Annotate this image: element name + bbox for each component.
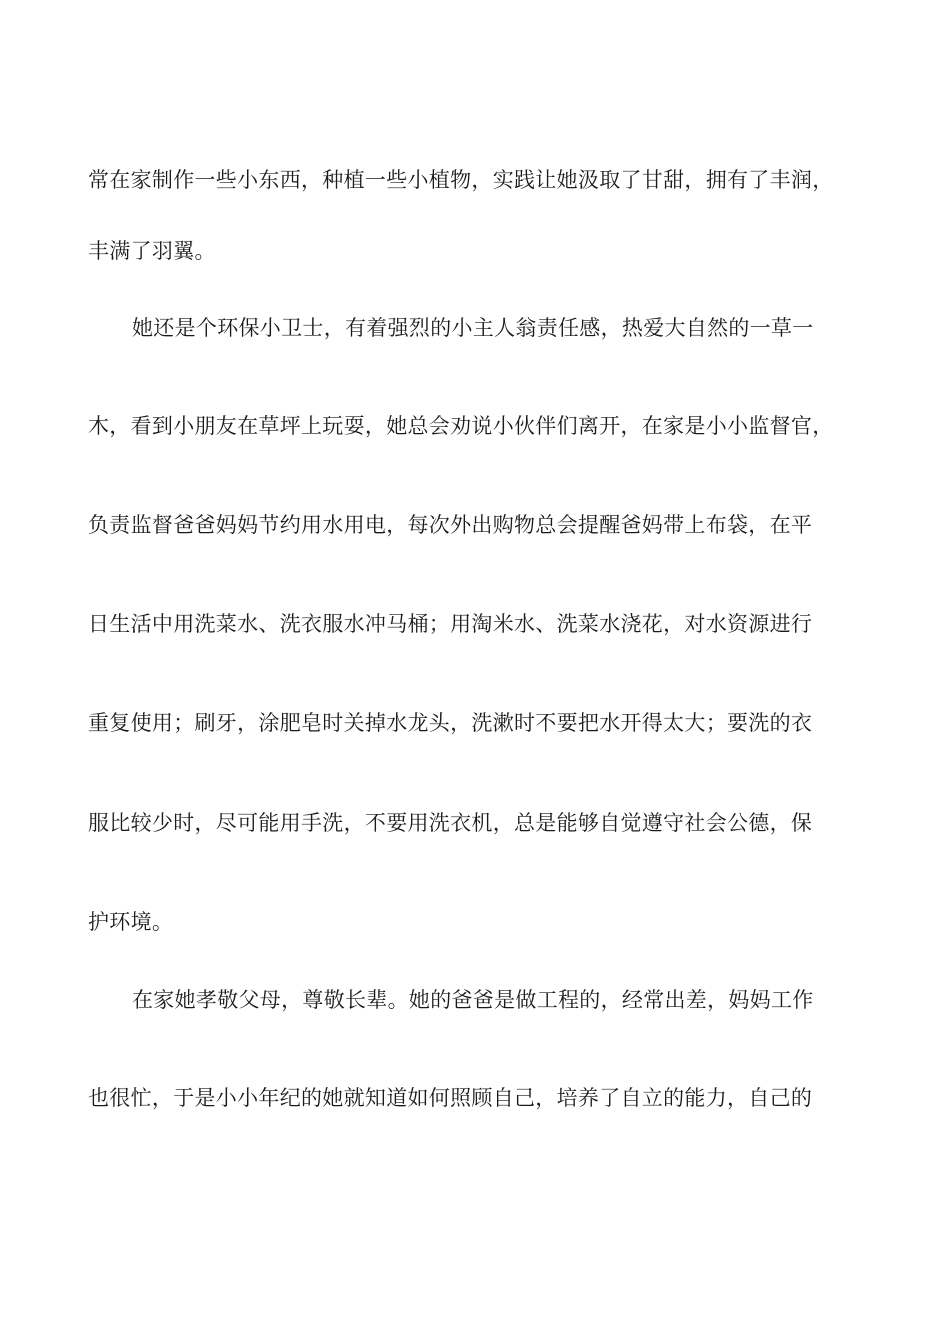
text-line: 负责监督爸爸妈妈节约用水用电，每次外出购物总会提醒爸妈带上布袋，在平 xyxy=(88,513,813,537)
paragraph-first-line: 她还是个环保小卫士，有着强烈的小主人翁责任感，热爱大自然的一草一 xyxy=(132,316,814,340)
text-line: 木，看到小朋友在草坪上玩耍，她总会劝说小伙伴们离开，在家是小小监督官， xyxy=(88,414,834,438)
text-line: 常在家制作一些小东西，种植一些小植物，实践让她汲取了甘甜，拥有了丰润， xyxy=(88,168,834,192)
text-line: 也很忙，于是小小年纪的她就知道如何照顾自己，培养了自立的能力，自己的 xyxy=(88,1086,813,1110)
text-line: 护环境。 xyxy=(88,910,174,934)
text-line: 丰满了羽翼。 xyxy=(88,239,216,263)
paragraph-first-line: 在家她孝敬父母，尊敬长辈。她的爸爸是做工程的，经常出差，妈妈工作 xyxy=(132,988,814,1012)
text-line: 日生活中用洗菜水、洗衣服水冲马桶；用淘米水、洗菜水浇花，对水资源进行 xyxy=(88,612,813,636)
text-line: 服比较少时，尽可能用手洗，不要用洗衣机，总是能够自觉遵守社会公德，保 xyxy=(88,811,813,835)
text-line: 重复使用；刷牙，涂肥皂时关掉水龙头，洗漱时不要把水开得太大；要洗的衣 xyxy=(88,711,813,735)
